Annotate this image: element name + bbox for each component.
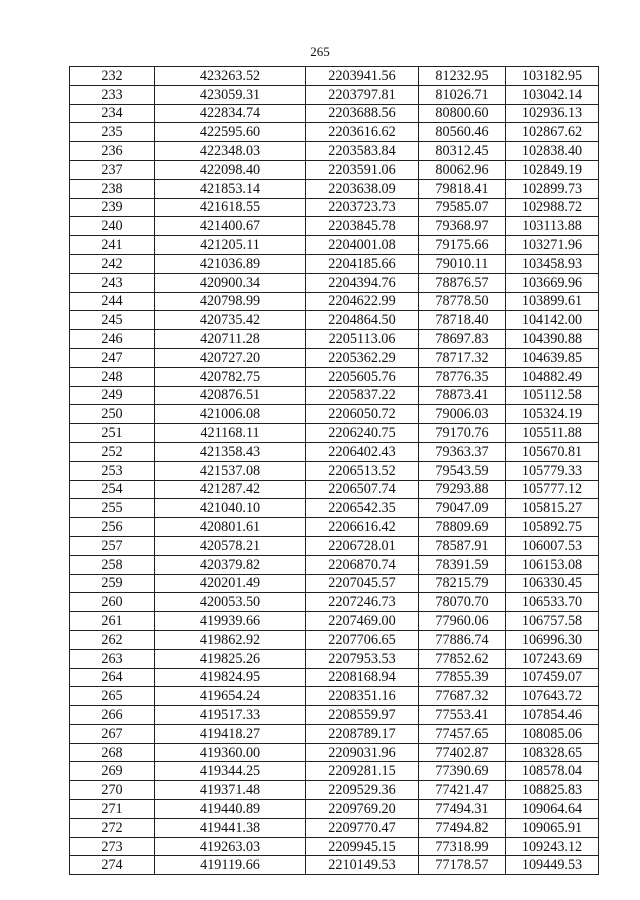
table-cell: 421358.43 <box>155 442 306 461</box>
table-cell: 237 <box>70 160 155 179</box>
table-cell: 103113.88 <box>506 217 599 236</box>
table-cell: 105815.27 <box>506 499 599 518</box>
table-row <box>70 687 599 706</box>
table-row <box>70 649 599 668</box>
table-cell: 109065.91 <box>506 818 599 837</box>
table-cell: 2207045.57 <box>306 574 419 593</box>
table-cell: 104142.00 <box>506 311 599 330</box>
table-cell: 2209769.20 <box>306 800 419 819</box>
table-cell: 235 <box>70 123 155 142</box>
table-cell: 2204394.76 <box>306 273 419 292</box>
table-cell: 102899.73 <box>506 179 599 198</box>
page-number: 265 <box>310 44 330 59</box>
table-row <box>70 85 599 104</box>
table-row <box>70 480 599 499</box>
table-cell: 2204001.08 <box>306 236 419 255</box>
table-row <box>70 179 599 198</box>
table-cell: 80560.46 <box>419 123 506 142</box>
table-cell: 419371.48 <box>155 781 306 800</box>
table-cell: 103899.61 <box>506 292 599 311</box>
table-cell: 234 <box>70 104 155 123</box>
table-row <box>70 142 599 161</box>
table-cell: 2207706.65 <box>306 630 419 649</box>
table-cell: 273 <box>70 837 155 856</box>
table-cell: 105670.81 <box>506 442 599 461</box>
table-cell: 107243.69 <box>506 649 599 668</box>
table-cell: 245 <box>70 311 155 330</box>
table-cell: 79010.11 <box>419 254 506 273</box>
table-cell: 264 <box>70 668 155 687</box>
table-cell: 78697.83 <box>419 330 506 349</box>
coordinates-table-container <box>69 66 595 875</box>
table-cell: 421618.55 <box>155 198 306 217</box>
table-cell: 107854.46 <box>506 706 599 725</box>
table-cell: 256 <box>70 518 155 537</box>
table-cell: 81026.71 <box>419 85 506 104</box>
table-cell: 265 <box>70 687 155 706</box>
table-cell: 105324.19 <box>506 405 599 424</box>
table-cell: 79585.07 <box>419 198 506 217</box>
table-cell: 79543.59 <box>419 461 506 480</box>
table-cell: 253 <box>70 461 155 480</box>
table-cell: 104390.88 <box>506 330 599 349</box>
table-cell: 77494.31 <box>419 800 506 819</box>
table-cell: 77318.99 <box>419 837 506 856</box>
table-cell: 79006.03 <box>419 405 506 424</box>
table-cell: 2208789.17 <box>306 724 419 743</box>
table-cell: 104639.85 <box>506 348 599 367</box>
table-cell: 104882.49 <box>506 367 599 386</box>
table-cell: 2203638.09 <box>306 179 419 198</box>
table-row <box>70 574 599 593</box>
table-cell: 77178.57 <box>419 856 506 875</box>
table-cell: 260 <box>70 593 155 612</box>
table-row <box>70 442 599 461</box>
table-cell: 2203797.81 <box>306 85 419 104</box>
table-cell: 2208559.97 <box>306 706 419 725</box>
table-cell: 269 <box>70 762 155 781</box>
table-cell: 420727.20 <box>155 348 306 367</box>
table-cell: 421040.10 <box>155 499 306 518</box>
table-cell: 79047.09 <box>419 499 506 518</box>
table-row <box>70 273 599 292</box>
table-cell: 80062.96 <box>419 160 506 179</box>
table-cell: 267 <box>70 724 155 743</box>
table-cell: 77457.65 <box>419 724 506 743</box>
table-cell: 419939.66 <box>155 612 306 631</box>
table-cell: 77886.74 <box>419 630 506 649</box>
table-cell: 422348.03 <box>155 142 306 161</box>
table-row <box>70 386 599 405</box>
table-row <box>70 67 599 86</box>
table-row <box>70 818 599 837</box>
table-cell: 2209281.15 <box>306 762 419 781</box>
table-cell: 102838.40 <box>506 142 599 161</box>
table-cell: 109064.64 <box>506 800 599 819</box>
table-cell: 421287.42 <box>155 480 306 499</box>
table-cell: 422834.74 <box>155 104 306 123</box>
table-cell: 420578.21 <box>155 536 306 555</box>
table-cell: 79170.76 <box>419 424 506 443</box>
table-cell: 80312.45 <box>419 142 506 161</box>
table-cell: 2209945.15 <box>306 837 419 856</box>
table-row <box>70 104 599 123</box>
table-cell: 243 <box>70 273 155 292</box>
table-cell: 78215.79 <box>419 574 506 593</box>
table-cell: 238 <box>70 179 155 198</box>
table-cell: 103669.96 <box>506 273 599 292</box>
table-cell: 420735.42 <box>155 311 306 330</box>
table-row <box>70 499 599 518</box>
table-cell: 420711.28 <box>155 330 306 349</box>
table-cell: 78776.35 <box>419 367 506 386</box>
table-row <box>70 123 599 142</box>
table-cell: 420053.50 <box>155 593 306 612</box>
table-cell: 236 <box>70 142 155 161</box>
table-cell: 262 <box>70 630 155 649</box>
table-cell: 106330.45 <box>506 574 599 593</box>
table-cell: 77687.32 <box>419 687 506 706</box>
table-cell: 2205362.29 <box>306 348 419 367</box>
table-cell: 420201.49 <box>155 574 306 593</box>
table-cell: 258 <box>70 555 155 574</box>
table-row <box>70 762 599 781</box>
table-row <box>70 254 599 273</box>
table-row <box>70 461 599 480</box>
table-cell: 2204622.99 <box>306 292 419 311</box>
table-row <box>70 348 599 367</box>
table-cell: 2203688.56 <box>306 104 419 123</box>
table-cell: 233 <box>70 85 155 104</box>
table-cell: 266 <box>70 706 155 725</box>
table-cell: 263 <box>70 649 155 668</box>
table-row <box>70 668 599 687</box>
table-cell: 419440.89 <box>155 800 306 819</box>
table-cell: 259 <box>70 574 155 593</box>
table-cell: 246 <box>70 330 155 349</box>
table-cell: 419862.92 <box>155 630 306 649</box>
table-cell: 422098.40 <box>155 160 306 179</box>
table-cell: 102936.13 <box>506 104 599 123</box>
table-cell: 2203591.06 <box>306 160 419 179</box>
table-cell: 255 <box>70 499 155 518</box>
table-cell: 419344.25 <box>155 762 306 781</box>
table-cell: 106153.08 <box>506 555 599 574</box>
table-cell: 423059.31 <box>155 85 306 104</box>
table-cell: 2203583.84 <box>306 142 419 161</box>
table-cell: 2203616.62 <box>306 123 419 142</box>
table-cell: 271 <box>70 800 155 819</box>
table-cell: 2203723.73 <box>306 198 419 217</box>
table-cell: 419119.66 <box>155 856 306 875</box>
table-body <box>70 67 599 875</box>
table-cell: 251 <box>70 424 155 443</box>
table-cell: 106996.30 <box>506 630 599 649</box>
table-cell: 105892.75 <box>506 518 599 537</box>
table-cell: 422595.60 <box>155 123 306 142</box>
table-cell: 77494.82 <box>419 818 506 837</box>
table-cell: 419360.00 <box>155 743 306 762</box>
table-cell: 2206507.74 <box>306 480 419 499</box>
table-row <box>70 706 599 725</box>
table-cell: 107459.07 <box>506 668 599 687</box>
table-cell: 2204185.66 <box>306 254 419 273</box>
table-cell: 232 <box>70 67 155 86</box>
table-cell: 252 <box>70 442 155 461</box>
table-cell: 2210149.53 <box>306 856 419 875</box>
table-cell: 2206050.72 <box>306 405 419 424</box>
table-cell: 241 <box>70 236 155 255</box>
table-cell: 261 <box>70 612 155 631</box>
table-cell: 79368.97 <box>419 217 506 236</box>
table-row <box>70 837 599 856</box>
table-cell: 2204864.50 <box>306 311 419 330</box>
table-row <box>70 743 599 762</box>
table-cell: 2207469.00 <box>306 612 419 631</box>
table-cell: 2209529.36 <box>306 781 419 800</box>
table-cell: 102988.72 <box>506 198 599 217</box>
table-row <box>70 424 599 443</box>
table-row <box>70 800 599 819</box>
table-cell: 77553.41 <box>419 706 506 725</box>
table-cell: 421537.08 <box>155 461 306 480</box>
table-cell: 2207246.73 <box>306 593 419 612</box>
table-cell: 249 <box>70 386 155 405</box>
table-cell: 77852.62 <box>419 649 506 668</box>
table-cell: 270 <box>70 781 155 800</box>
table-cell: 2206870.74 <box>306 555 419 574</box>
table-cell: 419825.26 <box>155 649 306 668</box>
table-cell: 421853.14 <box>155 179 306 198</box>
table-row <box>70 292 599 311</box>
table-row <box>70 160 599 179</box>
table-cell: 77402.87 <box>419 743 506 762</box>
table-cell: 239 <box>70 198 155 217</box>
table-cell: 77390.69 <box>419 762 506 781</box>
table-row <box>70 724 599 743</box>
table-cell: 250 <box>70 405 155 424</box>
table-cell: 78876.57 <box>419 273 506 292</box>
table-row <box>70 198 599 217</box>
table-cell: 257 <box>70 536 155 555</box>
table-cell: 106757.58 <box>506 612 599 631</box>
table-cell: 419418.27 <box>155 724 306 743</box>
table-cell: 248 <box>70 367 155 386</box>
table-row <box>70 555 599 574</box>
table-row <box>70 330 599 349</box>
table-cell: 102867.62 <box>506 123 599 142</box>
table-cell: 109243.12 <box>506 837 599 856</box>
table-cell: 2209031.96 <box>306 743 419 762</box>
table-cell: 77855.39 <box>419 668 506 687</box>
table-row <box>70 856 599 875</box>
table-cell: 2208168.94 <box>306 668 419 687</box>
table-cell: 242 <box>70 254 155 273</box>
table-row <box>70 367 599 386</box>
table-cell: 419263.03 <box>155 837 306 856</box>
table-row <box>70 217 599 236</box>
table-cell: 78587.91 <box>419 536 506 555</box>
table-cell: 254 <box>70 480 155 499</box>
table-cell: 421006.08 <box>155 405 306 424</box>
table-cell: 2206240.75 <box>306 424 419 443</box>
table-cell: 247 <box>70 348 155 367</box>
table-cell: 108328.65 <box>506 743 599 762</box>
table-cell: 109449.53 <box>506 856 599 875</box>
table-cell: 2206728.01 <box>306 536 419 555</box>
table-cell: 107643.72 <box>506 687 599 706</box>
table-row <box>70 781 599 800</box>
table-cell: 79363.37 <box>419 442 506 461</box>
table-row <box>70 612 599 631</box>
table-cell: 105511.88 <box>506 424 599 443</box>
table-cell: 79818.41 <box>419 179 506 198</box>
table-cell: 106533.70 <box>506 593 599 612</box>
table-cell: 2206616.42 <box>306 518 419 537</box>
table-cell: 421400.67 <box>155 217 306 236</box>
table-cell: 103182.95 <box>506 67 599 86</box>
table-cell: 78391.59 <box>419 555 506 574</box>
table-cell: 2206513.52 <box>306 461 419 480</box>
table-cell: 77960.06 <box>419 612 506 631</box>
table-cell: 274 <box>70 856 155 875</box>
table-cell: 420801.61 <box>155 518 306 537</box>
table-cell: 421205.11 <box>155 236 306 255</box>
table-cell: 79175.66 <box>419 236 506 255</box>
table-cell: 2208351.16 <box>306 687 419 706</box>
table-cell: 268 <box>70 743 155 762</box>
table-cell: 421168.11 <box>155 424 306 443</box>
table-cell: 2206402.43 <box>306 442 419 461</box>
table-cell: 81232.95 <box>419 67 506 86</box>
table-cell: 105779.33 <box>506 461 599 480</box>
table-cell: 78070.70 <box>419 593 506 612</box>
table-cell: 272 <box>70 818 155 837</box>
table-cell: 80800.60 <box>419 104 506 123</box>
table-cell: 423263.52 <box>155 67 306 86</box>
table-cell: 2203845.78 <box>306 217 419 236</box>
table-cell: 102849.19 <box>506 160 599 179</box>
table-cell: 108825.83 <box>506 781 599 800</box>
table-cell: 2205605.76 <box>306 367 419 386</box>
table-row <box>70 630 599 649</box>
table-cell: 244 <box>70 292 155 311</box>
table-cell: 420782.75 <box>155 367 306 386</box>
table-row <box>70 405 599 424</box>
table-cell: 420798.99 <box>155 292 306 311</box>
table-cell: 2205837.22 <box>306 386 419 405</box>
table-cell: 2205113.06 <box>306 330 419 349</box>
coordinates-table <box>69 66 599 875</box>
table-cell: 78717.32 <box>419 348 506 367</box>
table-cell: 78778.50 <box>419 292 506 311</box>
table-cell: 103042.14 <box>506 85 599 104</box>
table-cell: 419824.95 <box>155 668 306 687</box>
table-row <box>70 518 599 537</box>
table-cell: 2206542.35 <box>306 499 419 518</box>
table-row <box>70 236 599 255</box>
table-cell: 77421.47 <box>419 781 506 800</box>
table-cell: 103271.96 <box>506 236 599 255</box>
table-cell: 103458.93 <box>506 254 599 273</box>
table-cell: 240 <box>70 217 155 236</box>
table-cell: 421036.89 <box>155 254 306 273</box>
table-cell: 78873.41 <box>419 386 506 405</box>
table-cell: 105112.58 <box>506 386 599 405</box>
table-row <box>70 311 599 330</box>
table-row <box>70 536 599 555</box>
table-cell: 420900.34 <box>155 273 306 292</box>
table-cell: 108578.04 <box>506 762 599 781</box>
table-cell: 108085.06 <box>506 724 599 743</box>
table-row <box>70 593 599 612</box>
table-cell: 420379.82 <box>155 555 306 574</box>
table-cell: 2209770.47 <box>306 818 419 837</box>
table-cell: 420876.51 <box>155 386 306 405</box>
table-cell: 2203941.56 <box>306 67 419 86</box>
table-cell: 419517.33 <box>155 706 306 725</box>
table-cell: 78809.69 <box>419 518 506 537</box>
table-cell: 78718.40 <box>419 311 506 330</box>
table-cell: 106007.53 <box>506 536 599 555</box>
table-cell: 79293.88 <box>419 480 506 499</box>
table-cell: 105777.12 <box>506 480 599 499</box>
table-cell: 2207953.53 <box>306 649 419 668</box>
table-cell: 419654.24 <box>155 687 306 706</box>
table-cell: 419441.38 <box>155 818 306 837</box>
